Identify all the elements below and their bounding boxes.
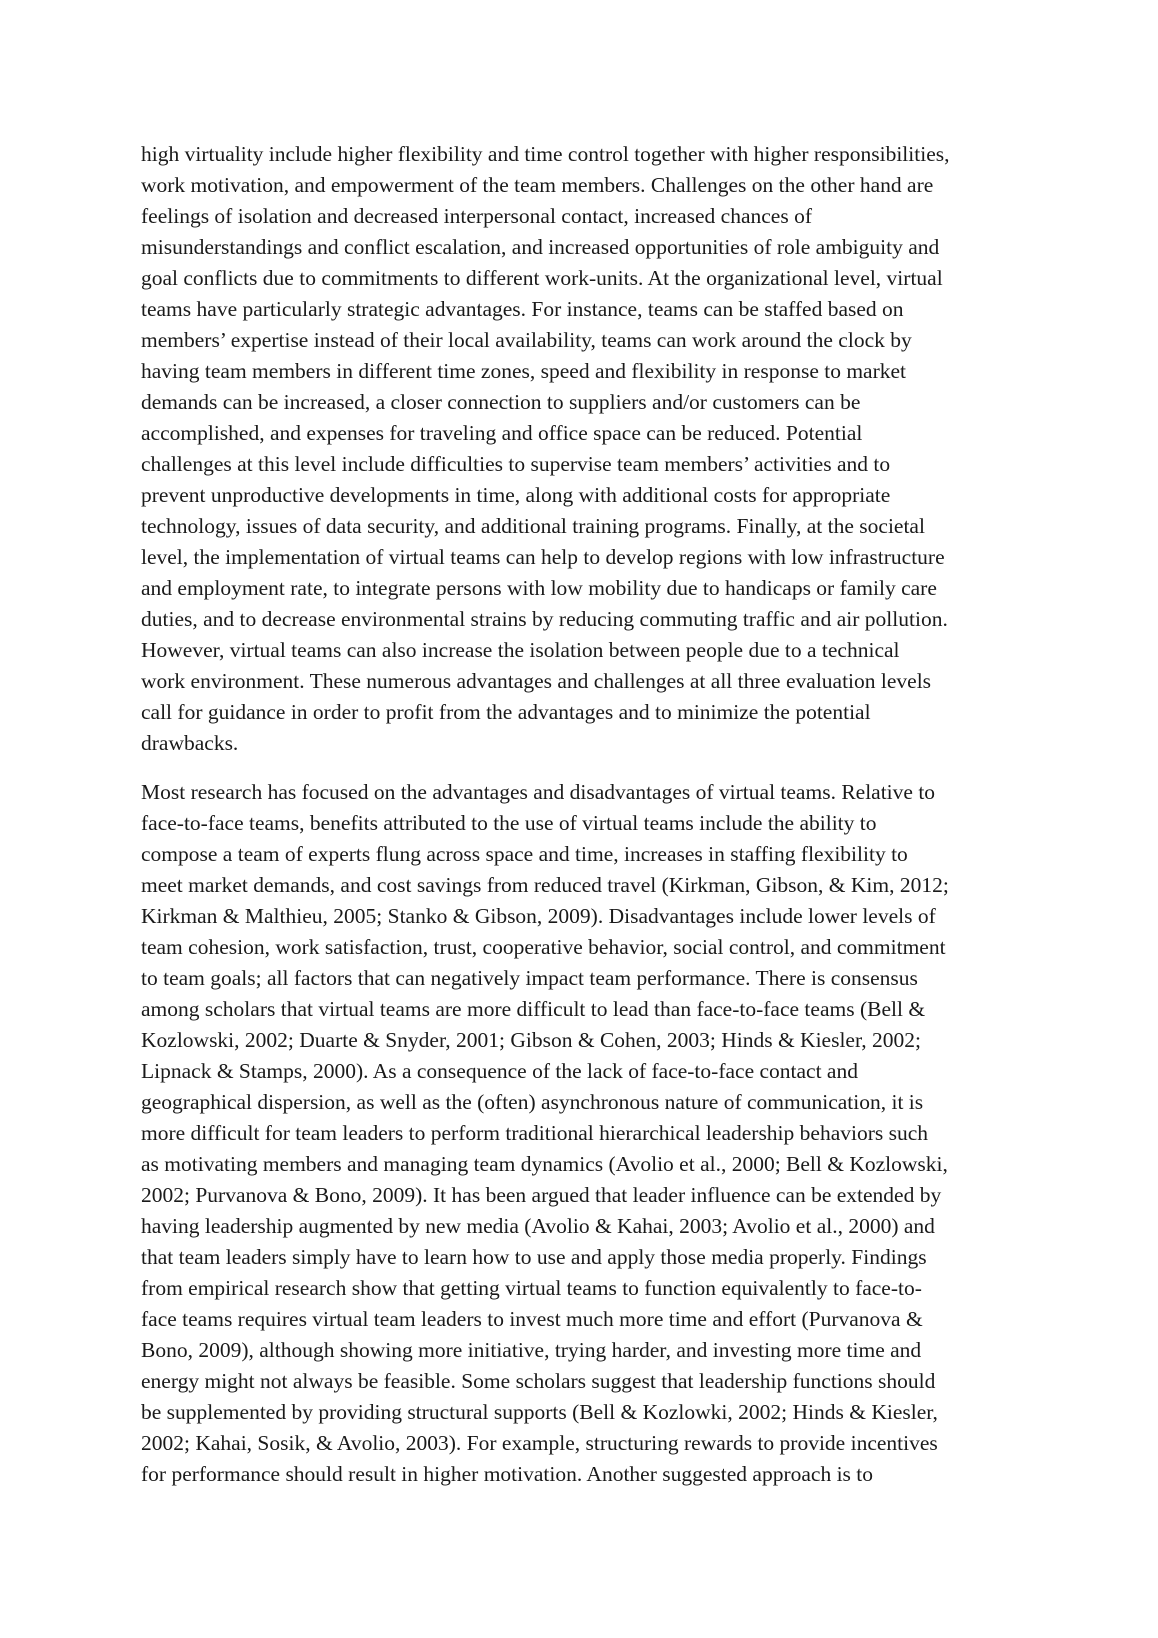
paragraph-virtuality-advantages: high virtuality include higher flexibility and time control together with higher responsibilities, work motivation, and empowerment of the team members. Challenges on the other hand are feelings of isolation and decreased interpersonal contact, increased chances of misunderstandings and conflict escalation, and increased opportunities of role ambiguity and goal conflicts due to commitments to different work-units. At the organizational level, virtual teams have particularly strategic advantages. For instance, teams can be staffed based on members’ expertise instead of their local availability, teams can work around the clock by having team members in different time zones, speed and flexibility in response to market demands can be increased, a closer connection to suppliers and/or customers can be accomplished, and expenses for traveling and office space can be reduced. Potential challenges at this level include difficulties to supervise team members’ activities and to prevent unproductive developments in time, along with additional costs for appropriate technology, issues of data security, and additional training programs. Finally, at the societal level, the implementation of virtual teams can help to develop regions with low infrastructure and employment rate, to integrate persons with low mobility due to handicaps or family care duties, and to decrease environmental strains by reducing commuting traffic and air pollution. However, virtual teams can also increase the isolation between people due to a technical work environment. These numerous advantages and challenges at all three evaluation levels call for guidance in order to profit from the advantages and to minimize the potential drawbacks. <box>141 142 950 755</box>
body-text <box>141 139 1031 1490</box>
paragraph-research-focus: Most research has focused on the advantages and disadvantages of virtual teams. Relative to face-to-face teams, benefits attributed to the use of virtual teams include the ability to compose a team of experts flung across space and time, increases in staffing flexibility to meet market demands, and cost savings from reduced travel (Kirkman, Gibson, & Kim, 2012; Kirkman & Malthieu, 2005; Stanko & Gibson, 2009). Disadvantages include lower levels of team cohesion, work satisfaction, trust, cooperative behavior, social control, and commitment to team goals; all factors that can negatively impact team performance. There is consensus among scholars that virtual teams are more difficult to lead than face-to-face teams (Bell & Kozlowski, 2002; Duarte & Snyder, 2001; Gibson & Cohen, 2003; Hinds & Kiesler, 2002; Lipnack & Stamps, 2000). As a consequence of the lack of face-to-face contact and geographical dispersion, as well as the (often) asynchronous nature of communication, it is more difficult for team leaders to perform traditional hierarchical leadership behaviors such as motivating members and managing team dynamics (Avolio et al., 2000; Bell & Kozlowski, 2002; Purvanova & Bono, 2009). It has been argued that leader influence can be extended by having leadership augmented by new media (Avolio & Kahai, 2003; Avolio et al., 2000) and that team leaders simply have to learn how to use and apply those media properly. Findings from empirical research show that getting virtual teams to function equivalently to face-to- face teams requires virtual team leaders to invest much more time and effort (Purvanova & Bono, 2009), although showing more initiative, trying harder, and investing more time and energy might not always be feasible. Some scholars suggest that leadership functions should be supplemented by providing structural supports (Bell & Kozlowki, 2002; Hinds & Kiesler, 2002; Kahai, Sosik, & Avolio, 2003). For example, structuring rewards to provide incentives for performance should result in higher motivation. Another suggested approach is to <box>141 780 949 1486</box>
